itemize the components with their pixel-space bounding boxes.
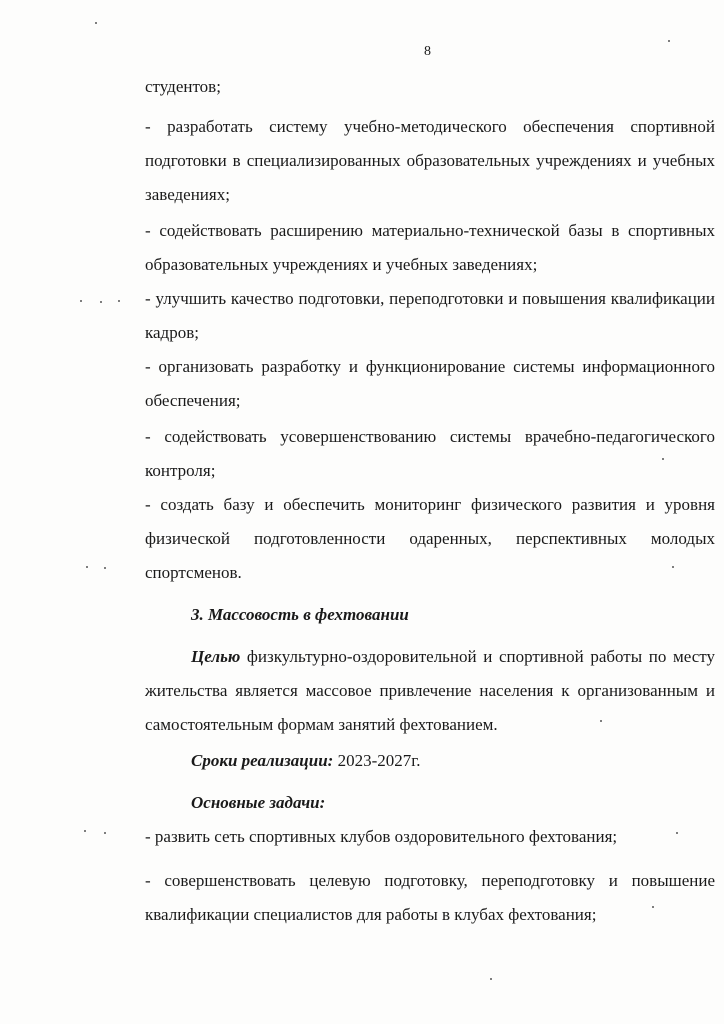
scan-speck (95, 22, 97, 24)
section-heading: 3. Массовость в фехтовании (191, 605, 409, 624)
list-item: - разработать систему учебно-методического обеспечения спортивной подготовки в специализированных образовательных учреждениях и учебных заведениях; (145, 117, 715, 204)
task-item: - совершенствовать целевую подготовку, переподготовку и повышение квалификации специалистов для работы в клубах фехтования; (145, 871, 715, 924)
scan-speck (676, 832, 678, 834)
scan-speck (662, 458, 664, 460)
terms-label: Сроки реализации: (191, 751, 334, 770)
page-number: 8 (424, 44, 431, 59)
scan-speck (86, 566, 88, 568)
list-item: - содействовать расширению материально-технической базы в спортивных образовательных учреждениях и учебных заведениях; (145, 221, 715, 274)
scan-speck (80, 300, 82, 302)
tasks-heading: Основные задачи: (191, 793, 326, 812)
scan-speck (104, 567, 106, 569)
scan-speck (672, 566, 674, 568)
list-item: - содействовать усовершенствованию системы врачебно-педагогического контроля; (145, 427, 715, 480)
task-item: - развить сеть спортивных клубов оздоровительного фехтования; (145, 827, 618, 846)
list-item: - улучшить качество подготовки, переподготовки и повышения квалификации кадров; (145, 289, 715, 342)
scan-speck (100, 301, 102, 303)
scan-speck (104, 832, 106, 834)
scan-speck (84, 830, 86, 832)
list-item: - создать базу и обеспечить мониторинг физического развития и уровня физической подготовленности одаренных, перспективных молодых спортсменов. (145, 495, 715, 582)
scan-speck (600, 720, 602, 722)
terms-line (191, 744, 591, 778)
list-item-continuation: студентов; (145, 77, 221, 96)
goal-text: физкультурно-оздоровительной и спортивной работы по месту жительства является массовое привлечение населения к организованным и самостоятельным формам занятий фехтованием. (145, 647, 715, 734)
list-item: - организовать разработку и функционирование системы информационного обеспечения; (145, 357, 715, 410)
scan-speck (490, 978, 492, 980)
scan-speck (652, 906, 654, 908)
goal-label: Целью (191, 647, 241, 666)
scan-speck (118, 300, 120, 302)
terms-value: 2023-2027г. (333, 751, 421, 770)
goal-paragraph (145, 640, 715, 742)
scan-speck (668, 40, 670, 42)
